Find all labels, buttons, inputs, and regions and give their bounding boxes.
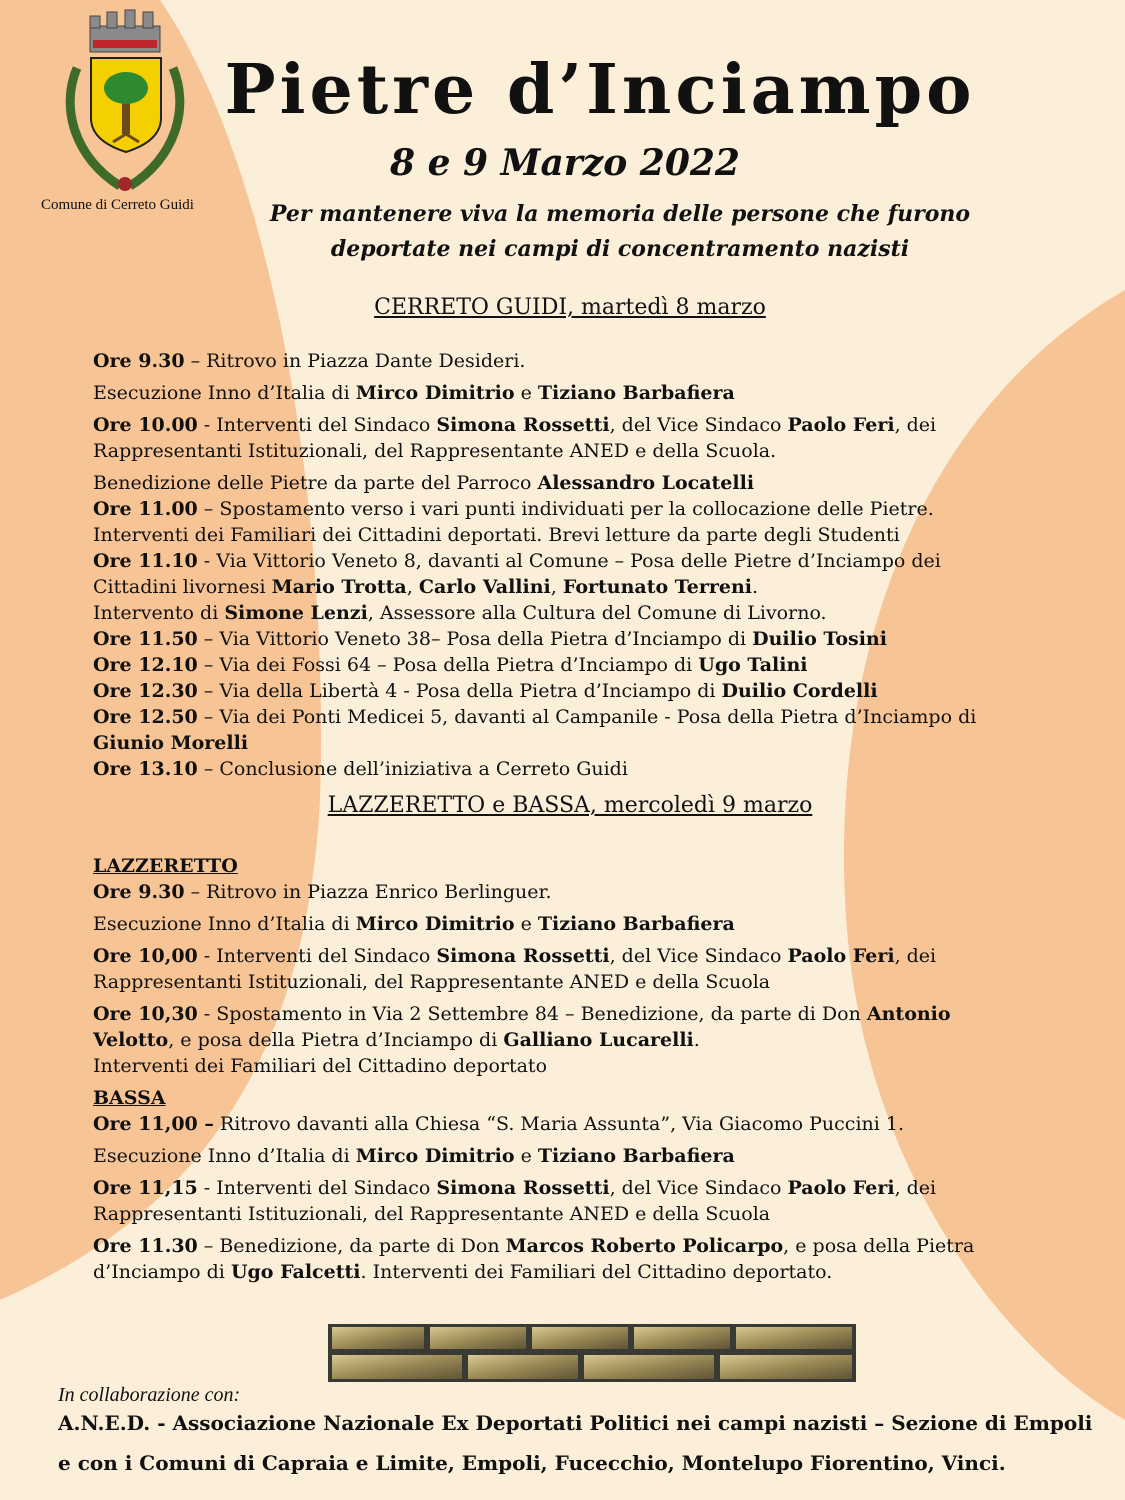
program-text: , del Vice Sindaco [609, 1177, 788, 1199]
partner-municipalities: e con i Comuni di Capraia e Limite, Empoli, Fucecchio, Montelupo Fiorentino, Vinci. [58, 1451, 1006, 1475]
program-bold-text: Ore 11.50 [93, 628, 198, 650]
day2-program [93, 853, 1093, 1285]
program-line [93, 380, 1093, 406]
program-bold-text: Paolo Feri [787, 945, 895, 967]
day1-program [93, 348, 1093, 782]
program-text: , e posa della Pietra d’Inciampo di [168, 1029, 504, 1051]
aned-partner: A.N.E.D. - Associazione Nazionale Ex Deportati Politici nei campi nazisti – Sezione di Empoli [58, 1411, 1093, 1435]
program-text: Rappresentanti Istituzionali, del Rappresentante ANED e della Scuola [93, 1203, 771, 1225]
program-text: d’Inciampo di [93, 1261, 231, 1283]
program-line [93, 1111, 1093, 1137]
program-text: , e posa della Pietra [783, 1235, 975, 1257]
program-line [93, 678, 1093, 704]
day1-heading: CERRETO GUIDI, martedì 8 marzo [374, 295, 766, 320]
program-bold-text: Mario Trotta [271, 576, 407, 598]
program-line [93, 652, 1093, 678]
program-bold-text: Ore 11.00 [93, 498, 198, 520]
program-bold-text: Ore 12.30 [93, 680, 198, 702]
program-bold-text: Simona Rossetti [436, 414, 610, 436]
program-text: – Spostamento verso i vari punti individuati per la collocazione delle Pietre. [197, 498, 934, 520]
program-line [93, 548, 1093, 574]
program-line [93, 574, 1093, 600]
program-line [93, 412, 1093, 438]
program-line [93, 522, 1093, 548]
program-text: e [514, 913, 538, 935]
program-bold-text: Ore 9.30 [93, 881, 185, 903]
program-text: , [406, 576, 419, 598]
program-text: , Assessore alla Cultura del Comune di Livorno. [367, 602, 827, 624]
program-text: e [514, 1145, 538, 1167]
program-bold-text: Tiziano Barbafiera [537, 382, 735, 404]
program-line [93, 1201, 1093, 1227]
program-text: – Via Vittorio Veneto 38– Posa della Pietra d’Inciampo di [197, 628, 753, 650]
program-line [93, 348, 1093, 374]
program-bold-text: Ore 12.10 [93, 654, 198, 676]
program-bold-text: Ugo Talini [698, 654, 808, 676]
program-text: , dei [894, 414, 937, 436]
page-title: Pietre d’Inciampo [224, 50, 976, 130]
program-text: , del Vice Sindaco [609, 414, 788, 436]
program-text: Rappresentanti Istituzionali, del Rappresentante ANED e della Scuola [93, 971, 771, 993]
day2-heading: LAZZERETTO e BASSA, mercoledì 9 marzo [327, 793, 813, 818]
program-bold-text: Ore 11.30 [93, 1235, 198, 1257]
program-bold-text: Ore 11.10 [93, 550, 198, 572]
program-line [93, 704, 1093, 730]
program-bold-text: Galliano Lucarelli [503, 1029, 694, 1051]
program-text: Ritrovo davanti alla Chiesa “S. Maria Assunta”, Via Giacomo Puccini 1. [213, 1113, 905, 1135]
program-text: – Conclusione dell’iniziativa a Cerreto Guidi [197, 758, 628, 780]
program-text: – Via dei Fossi 64 – Posa della Pietra d’Inciampo di [197, 654, 699, 676]
program-line [93, 1143, 1093, 1169]
program-bold-text: Antonio [866, 1003, 951, 1025]
program-bold-text: Ore 10.00 [93, 414, 198, 436]
program-line [93, 496, 1093, 522]
program-line [93, 626, 1093, 652]
program-line [93, 911, 1093, 937]
program-text: , dei [894, 1177, 937, 1199]
program-line [93, 470, 1093, 496]
tagline-line: deportate nei campi di concentramento nazisti [330, 236, 910, 262]
program-text: Cittadini livornesi [93, 576, 272, 598]
program-line [93, 1001, 1093, 1027]
bassa-label: BASSA [93, 1087, 166, 1109]
program-line [93, 1233, 1093, 1259]
program-text: - Interventi del Sindaco [197, 1177, 437, 1199]
program-line [93, 756, 1093, 782]
program-text: . [751, 576, 759, 598]
program-bold-text: Ore 10,30 [93, 1003, 198, 1025]
program-bold-text: Ore 11,15 [93, 1177, 198, 1199]
collaboration-label: In collaborazione con: [58, 1384, 241, 1406]
program-line [93, 943, 1093, 969]
program-text: – Benedizione, da parte di Don [197, 1235, 506, 1257]
program-text: Esecuzione Inno d’Italia di [93, 913, 356, 935]
program-text: , del Vice Sindaco [609, 945, 788, 967]
program-line [93, 438, 1093, 464]
crest-label: Comune di Cerreto Guidi [41, 197, 194, 213]
program-bold-text: Ore 12.50 [93, 706, 198, 728]
program-line [93, 600, 1093, 626]
program-text: Benedizione delle Pietre da parte del Parroco [93, 472, 538, 494]
tagline-line: Per mantenere viva la memoria delle persone che furono [269, 201, 971, 227]
program-line [93, 969, 1093, 995]
program-line [93, 730, 1093, 756]
program-text: , dei [894, 945, 937, 967]
tagline [210, 197, 1030, 267]
program-text: Interventi dei Familiari del Cittadino deportato [93, 1055, 548, 1077]
stumbling-stones-photo [328, 1324, 856, 1382]
lazzeretto-label: LAZZERETTO [93, 855, 238, 877]
program-bold-text: Duilio Tosini [752, 628, 887, 650]
program-text: - Spostamento in Via 2 Settembre 84 – Benedizione, da parte di Don [197, 1003, 867, 1025]
program-line [93, 1259, 1093, 1285]
program-text: Esecuzione Inno d’Italia di [93, 382, 356, 404]
program-bold-text: Simona Rossetti [436, 945, 610, 967]
program-text: Esecuzione Inno d’Italia di [93, 1145, 356, 1167]
program-bold-text: Mirco Dimitrio [355, 913, 515, 935]
program-bold-text: Ore 9.30 [93, 350, 185, 372]
program-bold-text: Fortunato Terreni [562, 576, 752, 598]
program-text: Intervento di [93, 602, 225, 624]
program-bold-text: Mirco Dimitrio [355, 382, 515, 404]
program-bold-text: Velotto [93, 1029, 169, 1051]
program-text: . [693, 1029, 700, 1051]
program-text: - Interventi del Sindaco [197, 945, 437, 967]
program-bold-text: Tiziano Barbafiera [537, 913, 735, 935]
program-bold-text: Mirco Dimitrio [355, 1145, 515, 1167]
program-bold-text: Carlo Vallini [418, 576, 551, 598]
program-line [93, 1027, 1093, 1053]
program-line [93, 879, 1093, 905]
program-text: – Ritrovo in Piazza Dante Desideri. [184, 350, 526, 372]
lazzeretto-lines [93, 879, 1093, 1079]
program-bold-text: Tiziano Barbafiera [537, 1145, 735, 1167]
program-text: . Interventi dei Familiari del Cittadino deportato. [360, 1261, 833, 1283]
program-bold-text: Marcos Roberto Policarpo [505, 1235, 784, 1257]
program-text: Rappresentanti Istituzionali, del Rappresentante ANED e della Scuola. [93, 440, 777, 462]
program-bold-text: Paolo Feri [787, 1177, 895, 1199]
program-bold-text: Paolo Feri [787, 414, 895, 436]
program-bold-text: Simona Rossetti [436, 1177, 610, 1199]
program-text: – Ritrovo in Piazza Enrico Berlinguer. [184, 881, 552, 903]
program-bold-text: Ugo Falcetti [230, 1261, 361, 1283]
program-line [93, 1175, 1093, 1201]
program-line [93, 1053, 1093, 1079]
event-dates: 8 e 9 Marzo 2022 [390, 142, 740, 184]
program-text: – Via dei Ponti Medicei 5, davanti al Campanile - Posa della Pietra d’Inciampo di [197, 706, 977, 728]
program-text: - Interventi del Sindaco [197, 414, 437, 436]
program-bold-text: Alessandro Locatelli [537, 472, 755, 494]
program-bold-text: Ore 11,00 – [93, 1113, 214, 1135]
bassa-lines [93, 1111, 1093, 1285]
program-bold-text: Ore 13.10 [93, 758, 198, 780]
program-text: , [550, 576, 563, 598]
program-text: e [514, 382, 538, 404]
program-text: Interventi dei Familiari dei Cittadini deportati. Brevi letture da parte degli Studenti [93, 524, 900, 546]
program-text: - Via Vittorio Veneto 8, davanti al Comune – Posa delle Pietre d’Inciampo dei [197, 550, 941, 572]
program-bold-text: Simone Lenzi [224, 602, 368, 624]
program-bold-text: Giunio Morelli [93, 732, 249, 754]
program-text: – Via della Libertà 4 - Posa della Pietra d’Inciampo di [197, 680, 722, 702]
program-bold-text: Ore 10,00 [93, 945, 198, 967]
program-bold-text: Duilio Cordelli [721, 680, 878, 702]
